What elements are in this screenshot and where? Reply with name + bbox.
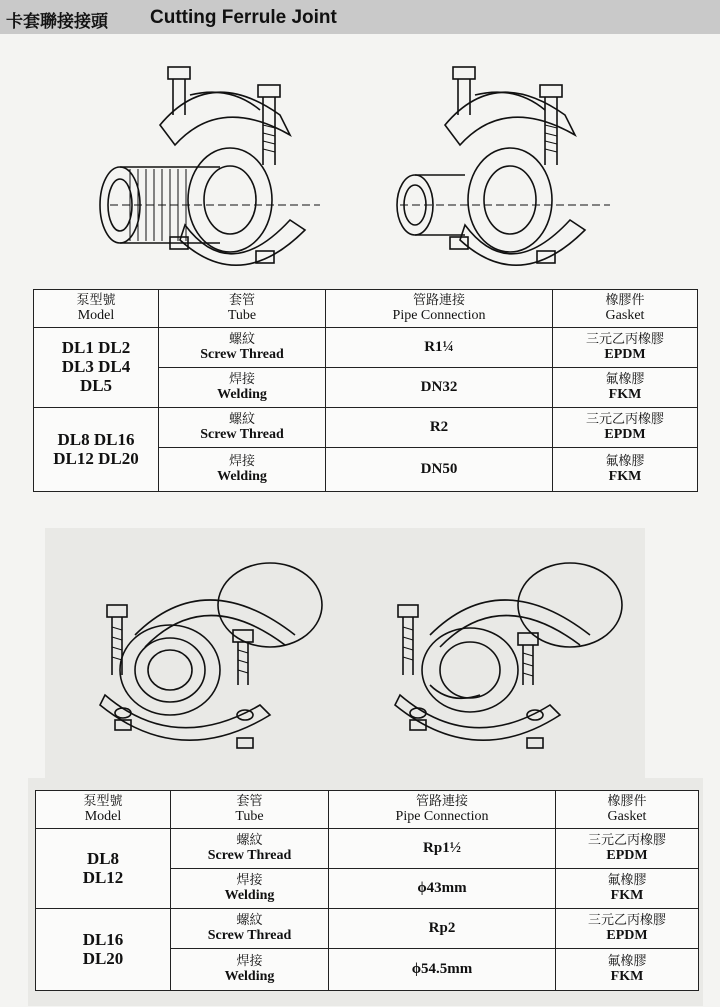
gasket-cell: 氟橡膠 FKM xyxy=(556,949,699,991)
header-pipe-connection: 管路連接 Pipe Connection xyxy=(329,791,556,829)
model-cell: DL8 DL16 DL12 DL20 xyxy=(34,408,159,492)
model-cell: DL8 DL12 xyxy=(36,829,171,909)
header-gasket: 橡膠件 Gasket xyxy=(556,791,699,829)
pipe-cell: DN32 xyxy=(326,368,553,408)
gasket-cell: 三元乙丙橡膠 EPDM xyxy=(553,328,698,368)
pipe-cell: R1¼ xyxy=(326,328,553,368)
tube-cell: 焊接 Welding xyxy=(159,448,326,492)
pipe-cell: ϕ43mm xyxy=(329,869,556,909)
pipe-cell: Rp2 xyxy=(329,909,556,949)
pipe-cell: R2 xyxy=(326,408,553,448)
model-cell: DL1 DL2 DL3 DL4 DL5 xyxy=(34,328,159,408)
header-model: 泵型號 Model xyxy=(34,290,159,328)
tube-cell: 螺紋 Screw Thread xyxy=(159,408,326,448)
page-header xyxy=(0,0,720,34)
threaded-ferrule-joint-illustration xyxy=(90,55,330,285)
title-chinese: 卡套聯接接頭 xyxy=(6,12,108,32)
tube-cell: 螺紋 Screw Thread xyxy=(171,909,329,949)
title-english: Cutting Ferrule Joint xyxy=(150,7,337,28)
pipe-cell: ϕ54.5mm xyxy=(329,949,556,991)
gasket-cell: 三元乙丙橡膠 EPDM xyxy=(553,408,698,448)
gasket-cell: 三元乙丙橡膠 EPDM xyxy=(556,909,699,949)
gasket-cell: 氟橡膠 FKM xyxy=(553,368,698,408)
gasket-cell: 三元乙丙橡膠 EPDM xyxy=(556,829,699,869)
tube-cell: 焊接 Welding xyxy=(159,368,326,408)
tube-cell: 螺紋 Screw Thread xyxy=(171,829,329,869)
spec-table-1 xyxy=(33,289,698,492)
table-header-row xyxy=(36,791,699,829)
table-row xyxy=(36,909,699,949)
gasket-cell: 氟橡膠 FKM xyxy=(553,448,698,492)
spec-table-2 xyxy=(35,790,699,991)
header-tube: 套管 Tube xyxy=(159,290,326,328)
model-cell: DL16 DL20 xyxy=(36,909,171,991)
header-gasket: 橡膠件 Gasket xyxy=(553,290,698,328)
threaded-hinged-clamp-illustration xyxy=(95,555,335,755)
header-tube: 套管 Tube xyxy=(171,791,329,829)
pipe-cell: DN50 xyxy=(326,448,553,492)
header-pipe-connection: 管路連接 Pipe Connection xyxy=(326,290,553,328)
pipe-cell: Rp1½ xyxy=(329,829,556,869)
table-header-row xyxy=(34,290,698,328)
tube-cell: 螺紋 Screw Thread xyxy=(159,328,326,368)
table-row xyxy=(34,408,698,448)
header-model: 泵型號 Model xyxy=(36,791,171,829)
welding-hinged-clamp-illustration xyxy=(390,555,630,755)
welding-ferrule-joint-illustration xyxy=(385,55,625,285)
tube-cell: 焊接 Welding xyxy=(171,869,329,909)
tube-cell: 焊接 Welding xyxy=(171,949,329,991)
table-row xyxy=(36,829,699,869)
gasket-cell: 氟橡膠 FKM xyxy=(556,869,699,909)
table-row xyxy=(34,328,698,368)
